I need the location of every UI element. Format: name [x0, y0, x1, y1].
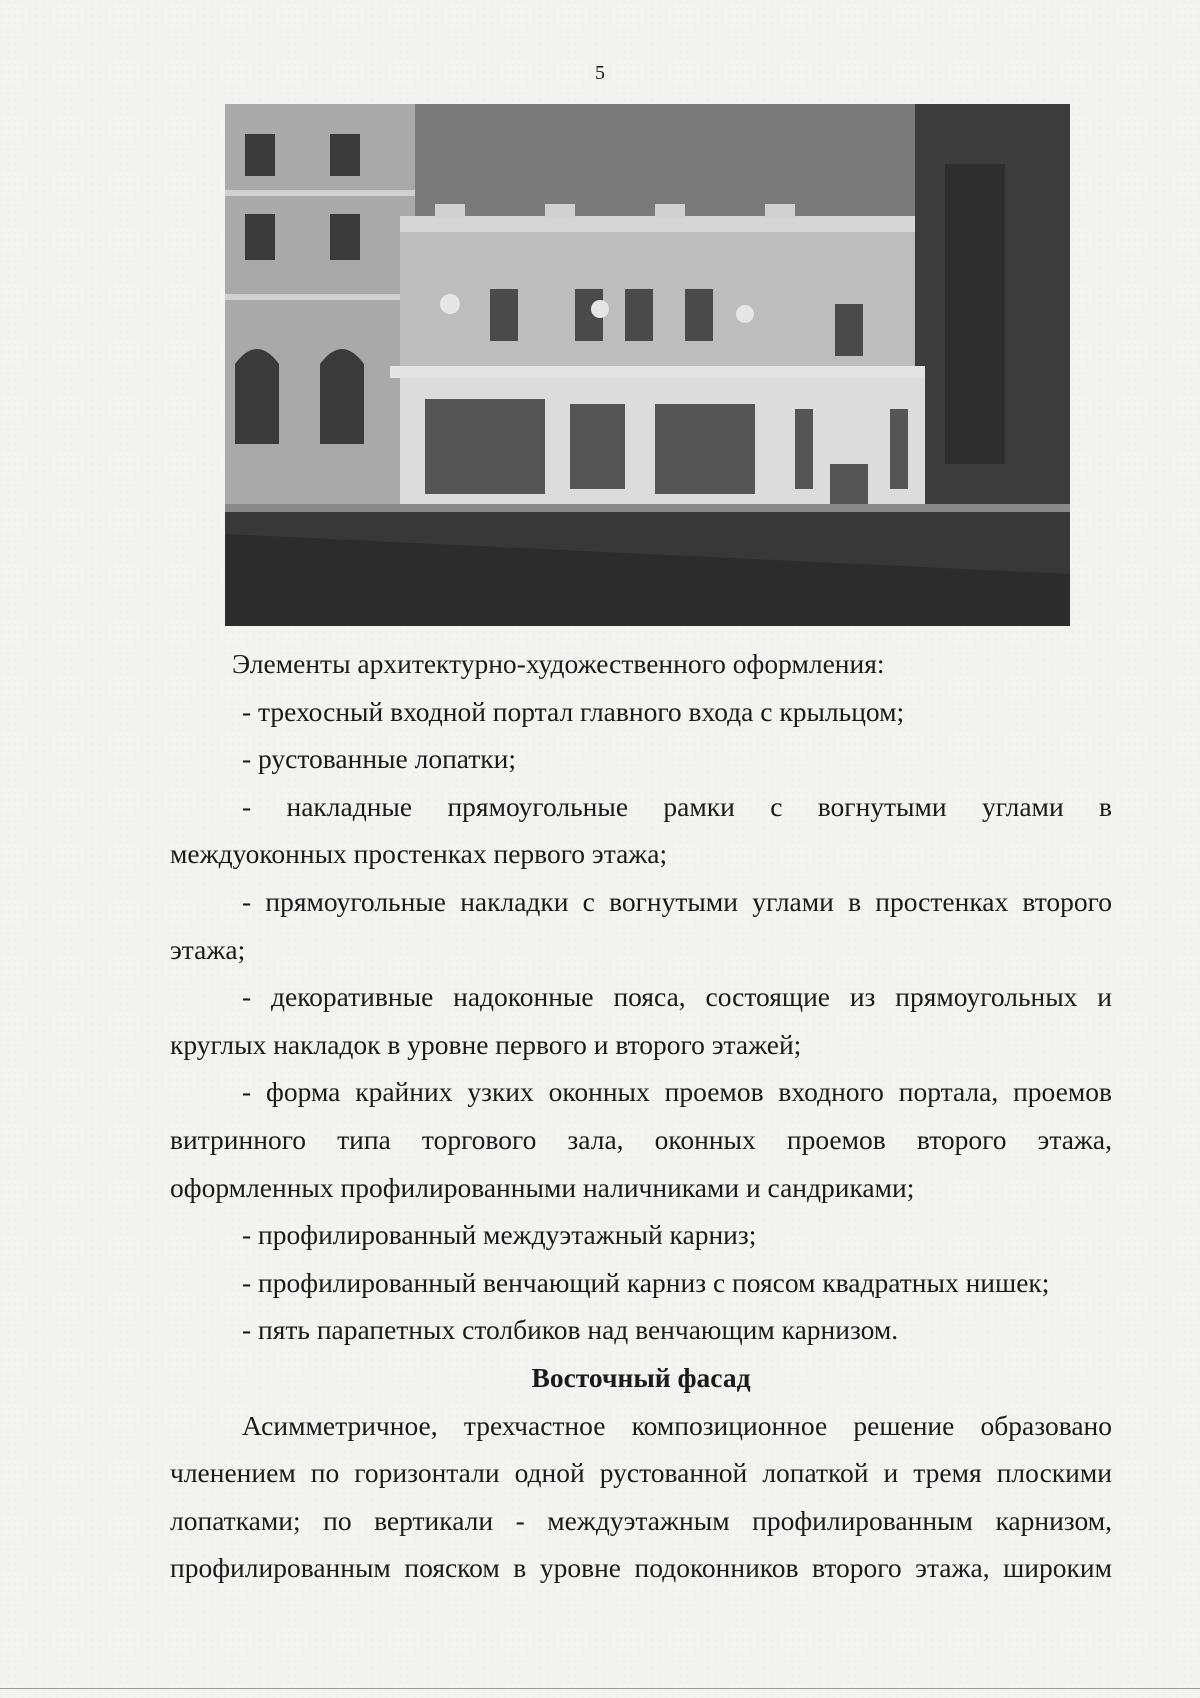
text-line: лопатками; по вертикали - междуэтажным профилированным карнизом, [170, 1504, 1112, 1536]
text-line: - декоративные надоконные пояса, состоящие из прямоугольных и [242, 981, 1112, 1013]
text-line: - профилированный венчающий карниз с поясом квадратных нишек; [242, 1266, 1050, 1298]
text-line: - профилированный междуэтажный карниз; [242, 1219, 757, 1251]
text-line: - форма крайних узких оконных проемов входного портала, проемов [242, 1076, 1112, 1108]
building-facade-photo [225, 104, 1070, 626]
page-bottom-edge [0, 1688, 1200, 1689]
text-line: круглых накладок в уровне первого и второго этажей; [170, 1028, 802, 1060]
text-line: - трехосный входной портал главного входа с крыльцом; [242, 695, 905, 727]
text-line: витринного типа торгового зала, оконных проемов второго этажа, [170, 1123, 1112, 1155]
text-line: этажа; [170, 933, 246, 965]
page-number: 5 [595, 62, 605, 84]
text-line: - прямоугольные накладки с вогнутыми углами в простенках второго [242, 885, 1112, 917]
text-line: профилированным пояском в уровне подоконников второго этажа, широким [170, 1552, 1112, 1584]
body-text [170, 640, 1112, 1592]
text-line: - рустованные лопатки; [242, 743, 517, 775]
text-line: - накладные прямоугольные рамки с вогнутыми углами в [242, 790, 1112, 822]
facade-illustration [225, 104, 1070, 626]
text-line: междуоконных простенках первого этажа; [170, 838, 668, 870]
text-line: - пять парапетных столбиков над венчающим карнизом. [242, 1314, 899, 1346]
section-heading: Восточный фасад [531, 1361, 751, 1393]
text-line: Элементы архитектурно-художественного оформления: [232, 648, 885, 679]
text-line: членением по горизонтали одной рустованной лопаткой и тремя плоскими [170, 1457, 1112, 1489]
text-line: оформленных профилированными наличниками и сандриками; [170, 1171, 915, 1203]
text-line: Асимметричное, трехчастное композиционное решение образовано [242, 1409, 1112, 1441]
